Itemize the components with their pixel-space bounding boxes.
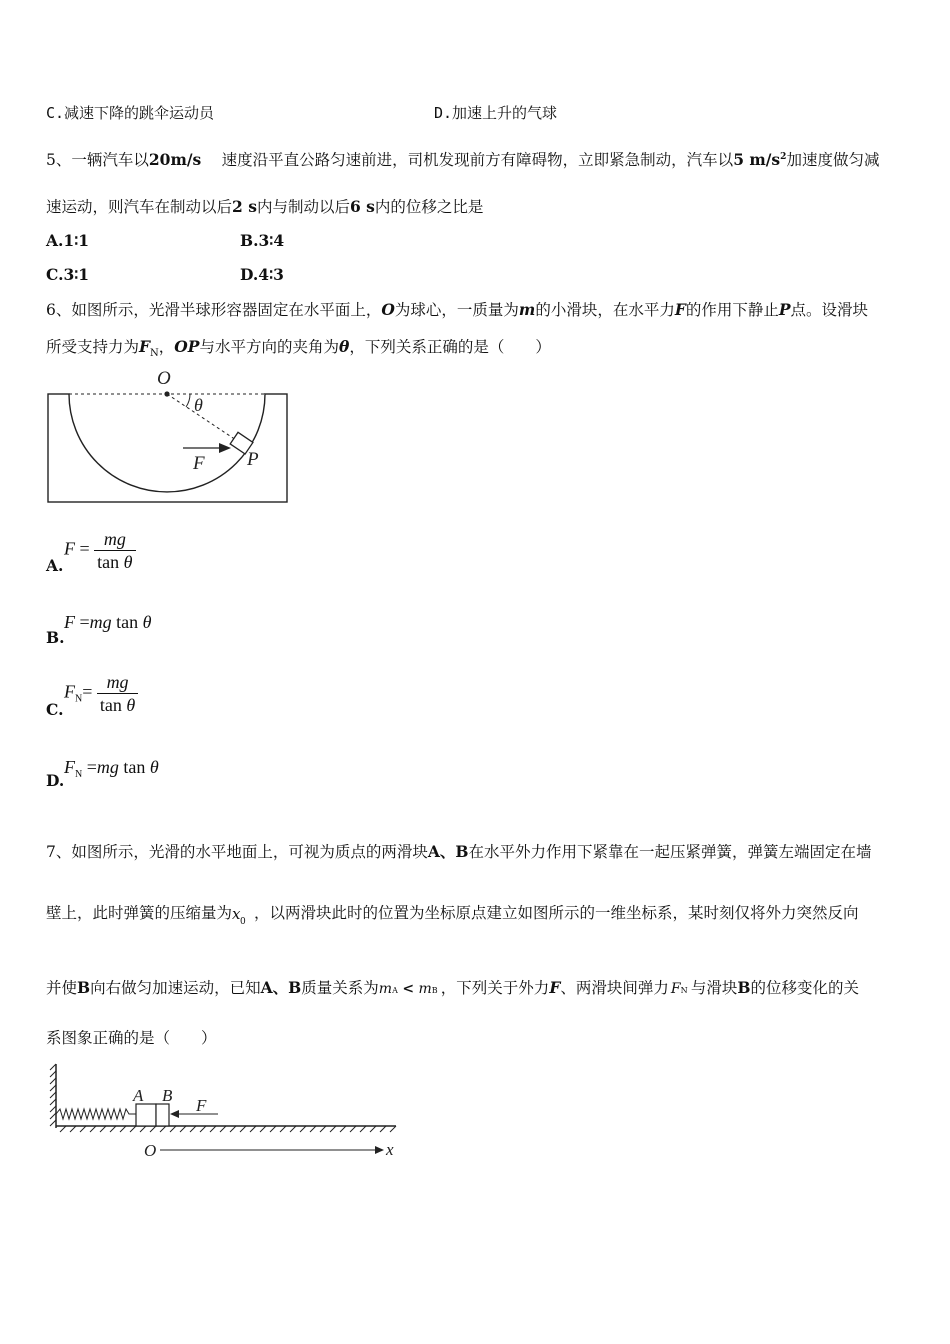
- label-A: A: [133, 1086, 144, 1105]
- q7-spring-figure: [46, 1060, 406, 1164]
- q6-line-1: 6、如图所示，光滑半球形容器固定在水平面上，O为球心，一质量为m的小滑块，在水平力F的作用下静止P点。设滑块: [46, 300, 869, 319]
- ground-hatching: [60, 1126, 396, 1132]
- q7-line-1: 7、如图所示，光滑的水平地面上，可视为质点的两滑块A、B在水平外力作用下紧靠在一起压紧弹簧，弹簧左端固定在墙: [46, 842, 872, 861]
- q7-line-4: 系图象正确的是（ ）: [46, 1029, 217, 1047]
- q5-option-b: B.3∶4: [240, 231, 285, 250]
- wall-hatching: [50, 1064, 56, 1126]
- label-P: P: [247, 449, 259, 470]
- q6-hemisphere-figure: [40, 362, 300, 510]
- block-B: [156, 1104, 169, 1126]
- q4-option-c: C.减速下降的跳伞运动员: [46, 104, 215, 122]
- label-F: F: [196, 1096, 207, 1115]
- q6-option-a-label: A.: [46, 556, 64, 575]
- x-axis-arrowhead: [375, 1146, 384, 1154]
- block-A: [136, 1104, 156, 1126]
- label-F: F: [193, 453, 205, 474]
- q5-line-2: 速运动，则汽车在制动以后2 s内与制动以后6 s内的位移之比是: [46, 197, 484, 216]
- q5-line-1: 5、一辆汽车以20m/s 速度沿平直公路匀速前进，司机发现前方有障碍物，立即紧急制动，汽车以5 $m/s^2$加速度做匀减: [46, 150, 880, 169]
- q6-option-d-label: D.: [46, 771, 65, 790]
- q6-line-2: 所受支持力为$F_N$，OP与水平方向的夹角为θ，下列关系正确的是（ ）: [46, 337, 551, 359]
- label-x: x: [386, 1140, 394, 1159]
- q7-line-3: 并使B向右做匀加速运动，已知A、B质量关系为 mA < mB ，下列关于外力F、两滑块间弹力 FN 与滑块B的位移变化的关: [46, 978, 859, 997]
- q4-option-d: D.加速上升的气球: [434, 104, 558, 122]
- q6-option-b-label: B.: [46, 628, 65, 647]
- q6-option-a-formula: F = $\frac{mg}{\text{tan θ}}$: [64, 528, 136, 573]
- label-theta: θ: [194, 395, 203, 415]
- q5-option-d: D.4∶3: [240, 265, 284, 284]
- q6-option-b-formula: F =mg tan θ: [64, 612, 152, 632]
- label-B: B: [162, 1086, 173, 1105]
- q5-option-c: C.3∶1: [46, 265, 90, 284]
- label-O: O: [157, 368, 171, 389]
- q5-option-a: A.1∶1: [46, 231, 90, 250]
- label-O: O: [144, 1141, 157, 1160]
- q6-option-c-label: C.: [46, 700, 64, 719]
- compressed-spring: [56, 1109, 136, 1119]
- force-F-arrowhead: [170, 1110, 179, 1118]
- q7-line-2: 壁上，此时弹簧的压缩量为 x 0 ，以两滑块此时的位置为坐标原点建立如图所示的一维坐标系，某时刻仅将外力突然反向: [46, 904, 859, 927]
- q6-option-d-formula: $F_N =mg$ tan θ: [64, 757, 159, 780]
- q6-option-c-formula: $F_N=$ $\frac{mg}{\text{tan θ}}$: [64, 671, 138, 716]
